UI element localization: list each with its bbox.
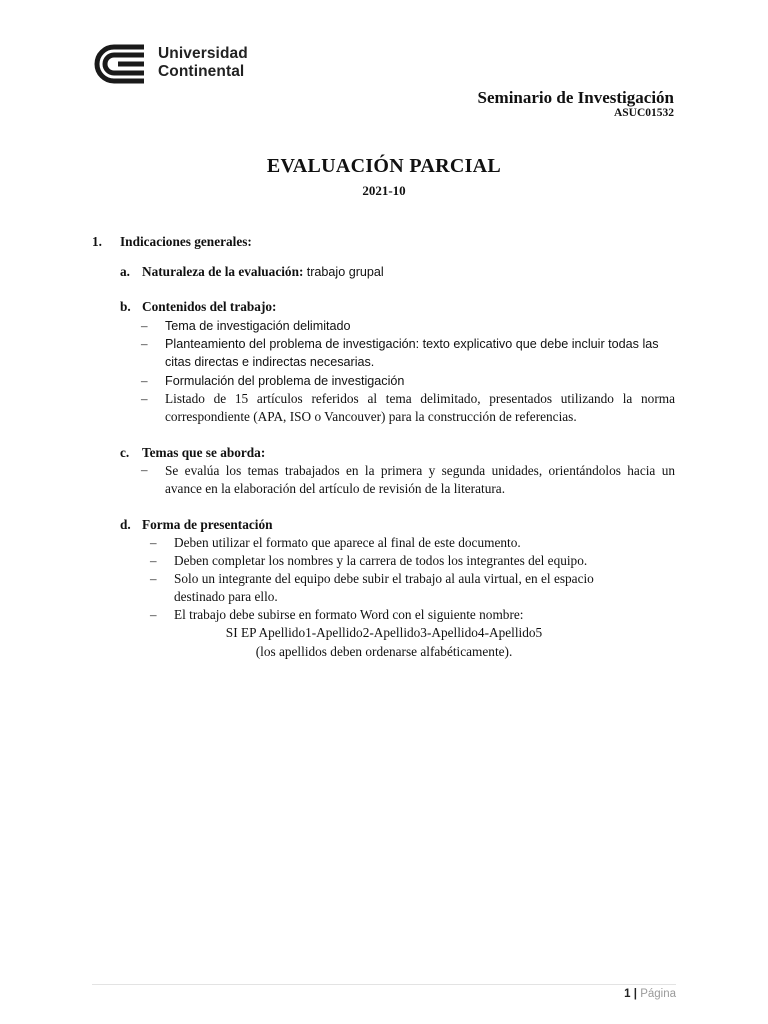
logo-line1: Universidad — [158, 45, 248, 62]
list-item: Deben utilizar el formato que aparece al final de este documento. — [174, 535, 521, 550]
bullet-dash: – — [150, 571, 157, 586]
list-item: Formulación del problema de investigación — [165, 374, 405, 388]
bullet-dash: – — [141, 391, 148, 406]
item-a-label: Naturaleza de la evaluación: — [142, 264, 304, 279]
footer-divider — [92, 984, 676, 985]
university-logo — [92, 43, 292, 85]
section-number: 1. — [92, 234, 102, 249]
item-a-letter: a. — [120, 264, 130, 279]
list-item: Se evalúa los temas trabajados en la primera y segunda unidades, orientándolos hacia un avance en la elaboración del artículo de revisión de la literatura. — [165, 463, 675, 496]
document-period: 2021-10 — [362, 183, 406, 198]
footer-separator: | — [633, 988, 637, 1000]
bullet-dash: – — [141, 373, 148, 388]
file-name-note: (los apellidos deben ordenarse alfabéticamente). — [255, 644, 513, 659]
list-item: Tema de investigación delimitado — [165, 319, 351, 333]
page-number: 1 — [624, 988, 631, 1000]
item-d-letter: d. — [120, 517, 131, 532]
item-a — [142, 263, 384, 281]
list-item: Deben completar los nombres y la carrera de todos los integrantes del equipo. — [174, 553, 588, 568]
logo-text — [158, 45, 248, 81]
logo-line2: Continental — [158, 63, 245, 80]
item-c-label: Temas que se aborda: — [142, 445, 266, 460]
page-footer — [624, 988, 676, 1000]
list-item: Solo un integrante del equipo debe subir el trabajo al aula virtual, en el espacio destinado para ello. — [174, 571, 594, 604]
item-a-value: trabajo grupal — [306, 265, 384, 279]
bullet-dash: – — [141, 336, 148, 351]
bullet-dash: – — [150, 607, 157, 622]
item-d-label: Forma de presentación — [142, 517, 273, 532]
bullet-dash: – — [141, 318, 148, 333]
course-code: ASUC01532 — [613, 107, 674, 119]
item-b-letter: b. — [120, 299, 131, 314]
bullet-dash: – — [150, 553, 157, 568]
item-b-label: Contenidos del trabajo: — [142, 299, 277, 314]
file-name-format: SI EP Apellido1-Apellido2-Apellido3-Apellido4-Apellido5 — [225, 625, 543, 640]
list-item: Listado de 15 artículos referidos al tema delimitado, presentados utilizando la norma correspondiente (APA, ISO o Vancouver) para la construcción de referencias. — [165, 391, 675, 424]
document-title: EVALUACIÓN PARCIAL — [266, 155, 502, 177]
course-name: Seminario de Investigación — [477, 88, 674, 107]
bullet-dash: – — [141, 462, 148, 477]
bullet-dash: – — [150, 535, 157, 550]
logo-mark-icon — [92, 43, 150, 85]
page-label: Página — [640, 988, 676, 1000]
section-title: Indicaciones generales: — [120, 234, 252, 249]
list-item: Planteamiento del problema de investigación: texto explicativo que debe incluir todas las citas directas e indirectas necesarias. — [165, 337, 659, 369]
item-c-letter: c. — [120, 445, 130, 460]
list-item: El trabajo debe subirse en formato Word con el siguiente nombre: — [174, 607, 524, 622]
